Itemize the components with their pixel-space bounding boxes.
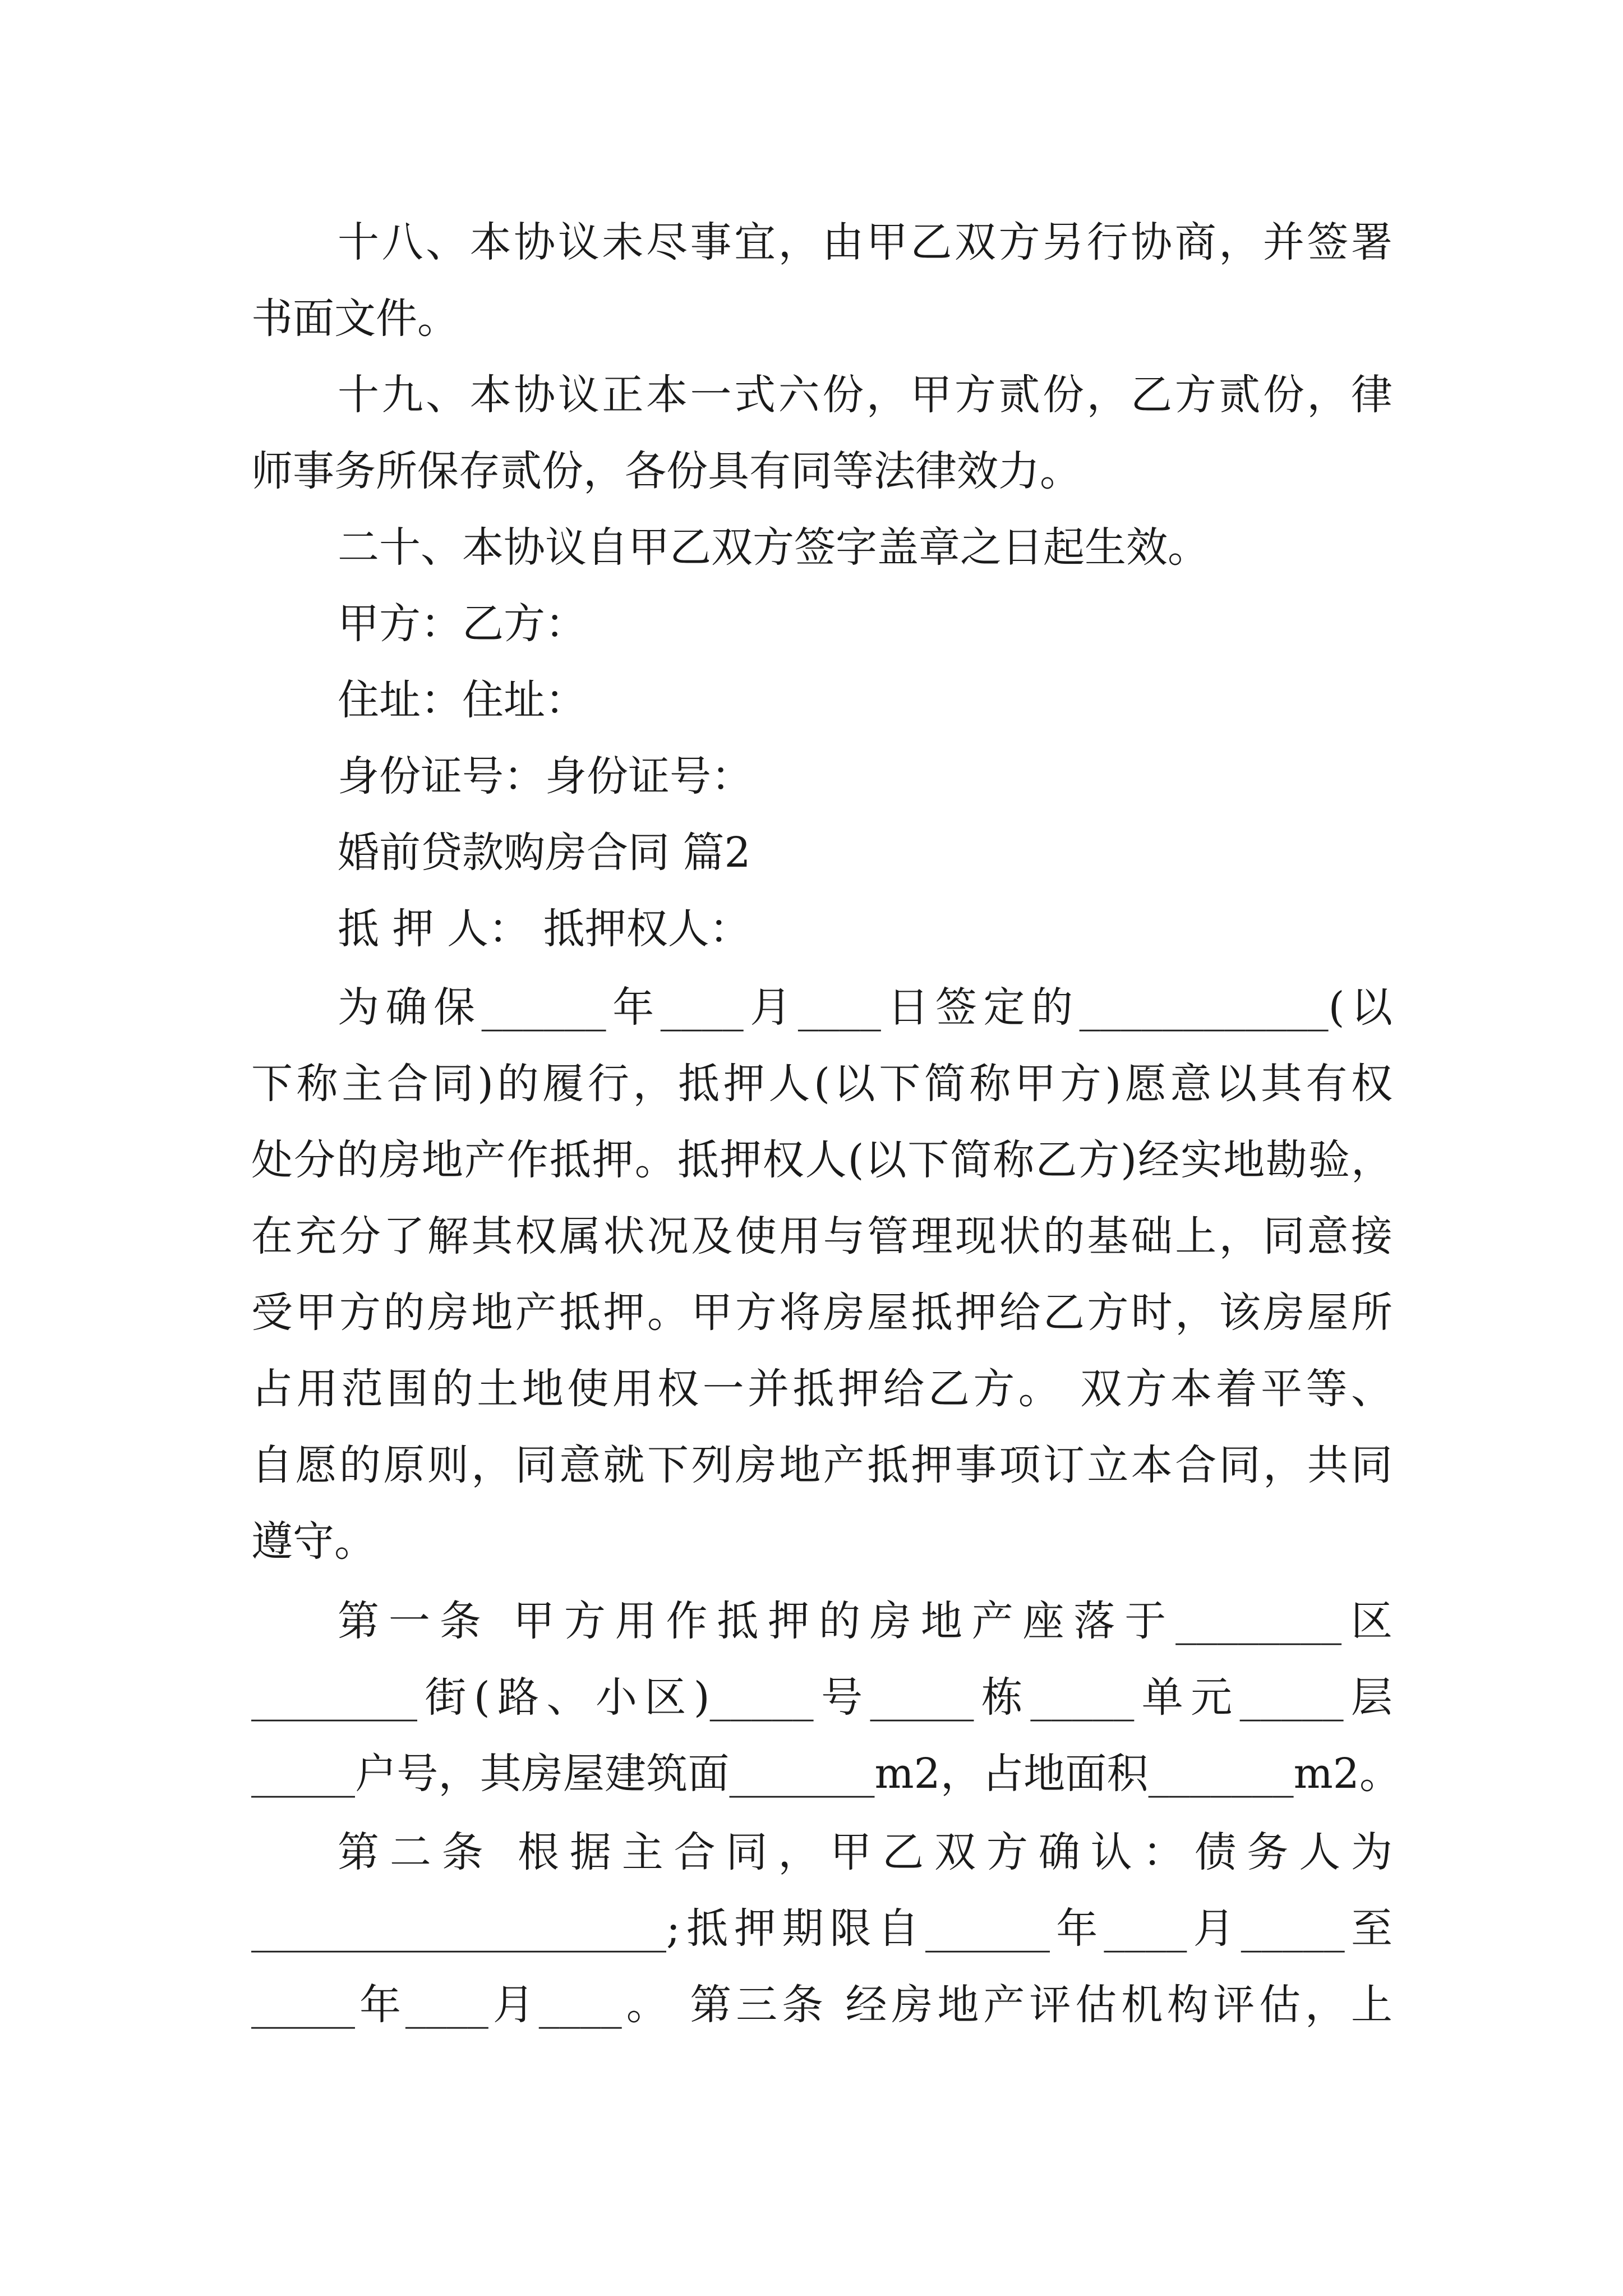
id-number-line: 身份证号：身份证号： — [338, 752, 753, 800]
paragraph-line: 十八、本协议未尽事宜，由甲乙双方另行协商，并签署 — [338, 218, 1393, 266]
paragraph-line: 自愿的原则，同意就下列房地产抵押事项订立本合同，共同 — [251, 1441, 1393, 1489]
article-line: _____年____月____。 第三条 经房地产评估机构评估，上 — [251, 1981, 1393, 2029]
signature-party-line: 甲方：乙方： — [338, 600, 587, 648]
paragraph-line: 占用范围的土地使用权一并抵押给乙方。 双方本着平等、 — [251, 1365, 1393, 1413]
paragraph-line: 二十、本协议自甲乙双方签字盖章之日起生效。 — [338, 523, 1209, 572]
article-line: 第二条 根据主合同，甲乙双方确认：债务人为 — [338, 1828, 1393, 1876]
address-line: 住址：住址： — [338, 676, 587, 724]
paragraph-line: 在充分了解其权属状况及使用与管理现状的基础上，同意接 — [251, 1212, 1393, 1260]
section-heading: 婚前贷款购房合同 篇2 — [338, 829, 751, 877]
paragraph-line: 十九、本协议正本一式六份，甲方贰份，乙方贰份，律 — [338, 371, 1393, 419]
paragraph-line: 遵守。 — [251, 1517, 376, 1566]
paragraph-line: 下称主合同)的履行，抵押人(以下简称甲方)愿意以其有权 — [251, 1060, 1393, 1108]
paragraph-line: 师事务所保存贰份，各份具有同等法律效力。 — [251, 447, 1081, 495]
paragraph-line: 为确保______年____月____日签定的____________(以 — [338, 983, 1393, 1032]
paragraph-line: 受甲方的房地产抵押。甲方将房屋抵押给乙方时，该房屋所 — [251, 1289, 1393, 1337]
parties-line: 抵 押 人： 抵押权人： — [338, 905, 751, 953]
paragraph-line: 处分的房地产作抵押。抵押权人(以下简称乙方)经实地勘验， — [251, 1136, 1393, 1184]
article-line: ________街(路、小区)_____号_____栋_____单元_____层 — [251, 1673, 1393, 1722]
paragraph-line: 书面文件。 — [251, 295, 459, 343]
article-line: 第一条 甲方用作抵押的房地产座落于________区 — [338, 1597, 1393, 1645]
article-line: ____________________;抵押期限自______年____月_____至 — [251, 1904, 1393, 1953]
article-line: _____户号，其房屋建筑面_______m2，占地面积_______m2。 — [251, 1750, 1401, 1798]
